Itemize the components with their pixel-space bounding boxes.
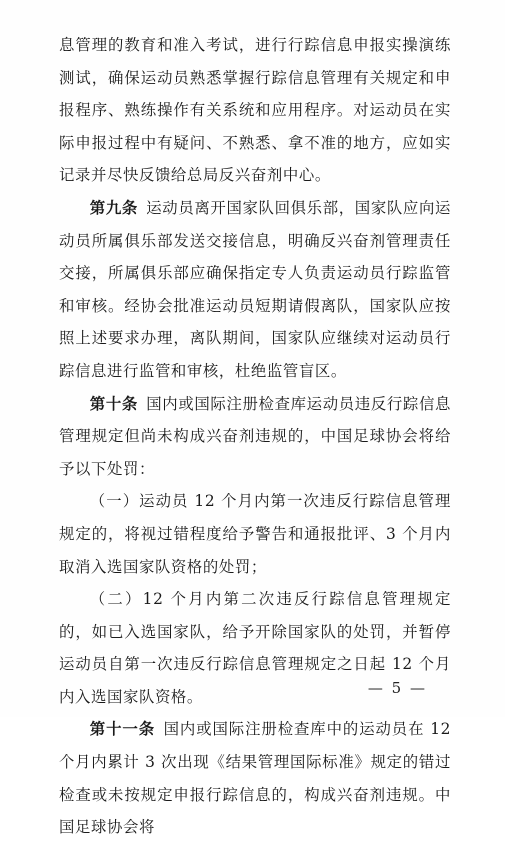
page-number: — 5 — [367,679,427,697]
article-label: 第九条 [89,198,138,217]
article-label: 第十一条 [89,720,155,739]
article-10-item-1 [59,485,451,583]
article-11 [59,713,451,843]
article-text: 运动员离开国家队回俱乐部，国家队应向运动员所属俱乐部发送交接信息，明确反兴奋剂管理责任交接，所属俱乐部应确保指定专人负责运动员行踪监管和审核。经协会批准运动员短期请假离队，国家队应按照上述要求办理，离队期间，国家队应继续对运动员行踪信息进行监管和审核，杜绝监管盲区。 [59,198,451,380]
article-10 [59,388,451,486]
article-label: 第十条 [89,394,138,413]
article-text: 国内或国际注册检查库中的运动员在 12 个月内累计 3 次出现《结果管理国际标准》规定的错过检查或未按规定申报行踪信息的，构成兴奋剂违规。中国足球协会将 [59,720,451,837]
article-text: 国内或国际注册检查库运动员违反行踪信息管理规定但尚未构成兴奋剂违规的，中国足球协会将给予以下处罚： [59,394,451,478]
item-text: （一）运动员 12 个月内第一次违反行踪信息管理规定的，将视过错程度给予警告和通报批评、3 个月内取消入选国家队资格的处罚； [59,492,451,576]
document-body [59,29,451,844]
paragraph-continuation [59,29,451,192]
article-9 [59,192,451,388]
paragraph-text: 息管理的教育和准入考试，进行行踪信息申报实操演练测试，确保运动员熟悉掌握行踪信息管理有关规定和申报程序、熟练操作有关系统和应用程序。对运动员在实际申报过程中有疑问、不熟悉、拿不准的地方，应如实记录并尽快反馈给总局反兴奋剂中心。 [59,36,451,185]
item-text: （二）12 个月内第二次违反行踪信息管理规定的，如已入选国家队，给予开除国家队的处罚，并暂停运动员自第一次违反行踪信息管理规定之日起 12 个月内入选国家队资格。 [59,590,451,706]
